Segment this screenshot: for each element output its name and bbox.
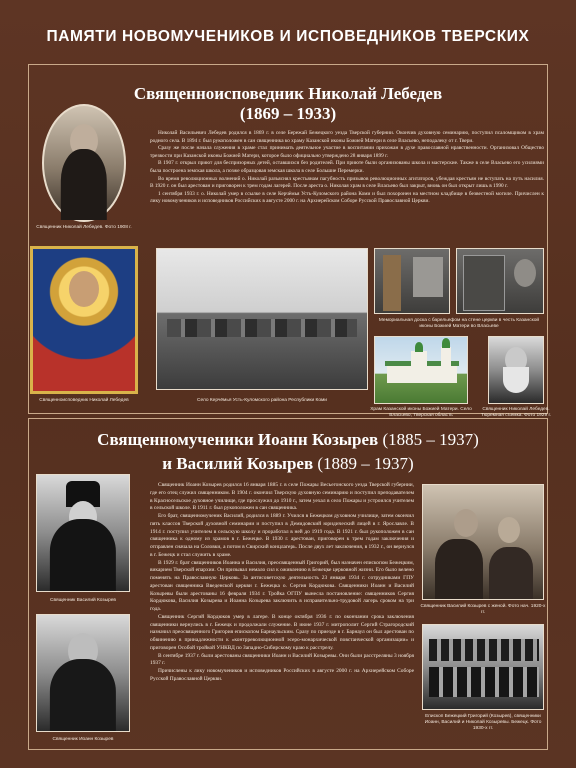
kozyrev-paragraph: Его брат, священномученик Василий, родился в 1889 г. Учился в Бежецком духовном училище, затем окончил пять классов Тверской духовной семинарии и поступил в Демидовский юридический лицей в г. Ярославле. В 1914 г. поступил учителем в сельскую школу и проработал в ней до 1919 года. В 1921 г. был рукоположен в сан священника к одному из храмов в г. Бежецке. В 1930 г. арестован, приговорен к трем годам заключения и отправлен сначала на Соловки, а потом в Свирский концлагерь. После двух лет заключения, в 1932 г., он вернулся в г. Бежецк и стал служить в храме. [150,513,414,558]
couple-photo [422,484,544,600]
kozyrev-biography [150,482,414,684]
section-kozyrev-heading-1 [40,430,536,450]
village-photo [156,248,368,390]
vasily-caption: Священник Василий Козырев [50,598,116,603]
kozyrev-paragraph: Священник Иоанн Козырев родился 16 января 1885 г. в селе Пожары Весьегонского уезда Тверской губернии, где его отец служил священником. В 1904 г. окончил Тверскую духовную семинарию и поступил преподавателем в Красносельское духовное училище, где прослужил до 1910 г., затем уехал в село Пожары и устроился учителем в сельской школе. В 1911 г. был рукоположен в сан священника. [150,482,414,512]
nikolai-icon-caption: Священноисповедник Николай Лебедев [39,398,129,403]
nikolai-portrait-photo [42,104,126,222]
nikolai-icon-image [30,246,138,394]
page-title: ПАМЯТИ НОВОМУЧЕНИКОВ И ИСПОВЕДНИКОВ ТВЕРСКИХ [46,28,530,45]
vasily-photo [36,474,130,592]
nikolai-paragraph: 1 сентября 1933 г. о. Николай умер в ссылке в селе Керчёмья Усть-Куломского района Коми и был похоронен на местном кладбище в безвестной могиле. Причислен к лику новомучеников и исповедников Российских в августе 2000 г. на Архиерейском Соборе Русской Православной Церкви. [150,190,544,205]
nikolai-paragraph: Сразу же после начала служения в храме стал принимать деятельное участие в воспитании прихожан в духе православной нравственности. Организовал Общество трезвости при Казанской иконы Божией Матери, которое было официально утверждено 28 января 1899 г. [150,145,544,159]
kozyrev-vasily-name: и Василий Козырев [162,454,314,473]
kozyrev-vasily-years: (1889 – 1937) [317,454,414,473]
couple-caption: Священник Василий Козырев с женой. Фото нач. 1920-х гг. [420,604,546,615]
nikolai-biography [150,130,544,206]
elder-caption: Священник Николай Лебедев. Тюремная съемка. Фото 1929 г. [481,407,551,418]
nikolai-paragraph: Николай Васильевич Лебедев родился в 1869 г. в селе Бережай Бежецкого уезда Тверской губернии. Окончив духовную семинарию, поступил псаломщиком в храм родного села. В 1894 г. был рукоположен в сан священника ко храму Казанской иконы Божией Матери в селе Власьево, неподалеку от г. Твери. [150,130,544,144]
nikolai-years: (1869 – 1933) [239,104,337,123]
section-nikolai-heading [60,84,516,104]
section-kozyrev-heading-2 [40,454,536,474]
nikolai-paragraph: В 1907 г. открыл приют для беспризорных детей, оставшихся без родителей. При приюте были организованы школа и мастерские. Также в селе Власьево его усилиями была построена земская школа, а позже образцовая земская школа в селе Большие Перемерки. [150,160,544,174]
plaque-photo-1 [374,248,450,314]
kozyrev-paragraph: В сентябре 1937 г. были арестованы священники Иоанн и Василий Козыревы. Они были расстреляны 3 ноября 1937 г. [150,652,414,667]
group-caption: Епископ Бежецкий Григорий (Козырев), священники Иоанн, Василий и Николай Козыревы. Бежецк. Фото 1930-х гг. [424,714,542,731]
plaque-photo-2 [456,248,544,314]
elder-photo [488,336,544,404]
church-photo [374,336,468,404]
kozyrev-ioann-years: (1885 – 1937) [382,430,479,449]
kozyrev-paragraph: Причислены к лику новомучеников и исповедников Российских в августе 2000 г. на Архиерейском Соборе Русской Православной Церкви. [150,668,414,682]
plaque-caption: Мемориальная доска с барельефом на стене церкви в честь Казанской иконы Божией Матери во Власьеве [378,318,540,329]
nikolai-portrait-caption: Священник Николай Лебедев. Фото 1908 г. [36,225,132,230]
kozyrev-ioann-name: Священномученики Иоанн Козырев [97,430,379,449]
church-caption: Храм Казанской иконы Божией Матери. Село Власьево, Тверская область [370,407,472,418]
ioann-caption: Священник Иоанн Козырев [52,737,114,742]
village-caption: Село Керчёмья Усть-Куломского района Республики Коми [197,398,327,403]
kozyrev-paragraph: Священник Сергий Кордюков умер в лагере. В конце октября 1936 г. по окончании срока заключения священники вернулись в г. Бежецк и продолжали служение. В июне 1937 г. митрополит Сергий Страгородский назначил преосвященного Григория епископом Барнаульским. Сразу по приезде в г. Барнаул он был арестован по обвинению в принадлежности к «контрреволюционной эсеро-монархической повстанческой организации» и приговорен Особой тройкой УНКВД по Западно-Сибирскому краю к расстрелу. [150,613,414,651]
nikolai-paragraph: Во время революционных волнений о. Николай разъяснял крестьянам пагубность призывов революционных агитаторов, убеждая крестьян не вступать на путь насилия. В 1920 г. он был арестован и приговорен к трем годам лагерей. После ареста о. Николая храм в селе Власьево был закрыт, вновь он был открыт лишь в 1990 г. [150,175,544,190]
ioann-photo [36,614,130,732]
kozyrev-paragraph: В 1929 г. брат священников Иоанна и Василия, преосвященный Григорий, был назначен епископом Бежецким, викарием Тверской епархии. Он призывал немало сил к оживлению в Бежецке церковной жизни. Его было велено поменять на Православную Церковь. За антисоветскую деятельность 23 января 1934 г. сотрудниками ГПУ арестован священника Введенской церкви г. Бежецка о. Сергия Кордюкова. Священники Иоанн и Василий Козыревы были арестованы 16 февраля 1934 г. Тройка ОГПУ вынесла постановление: священников Сергия Кордюкова, Василия Козырева и Иоанна Козырева заключить в исправительно-трудовой лагерь сроком на три года. [150,559,414,612]
nikolai-name: Священноисповедник Николай Лебедев [133,84,443,103]
group-photo [422,624,544,710]
